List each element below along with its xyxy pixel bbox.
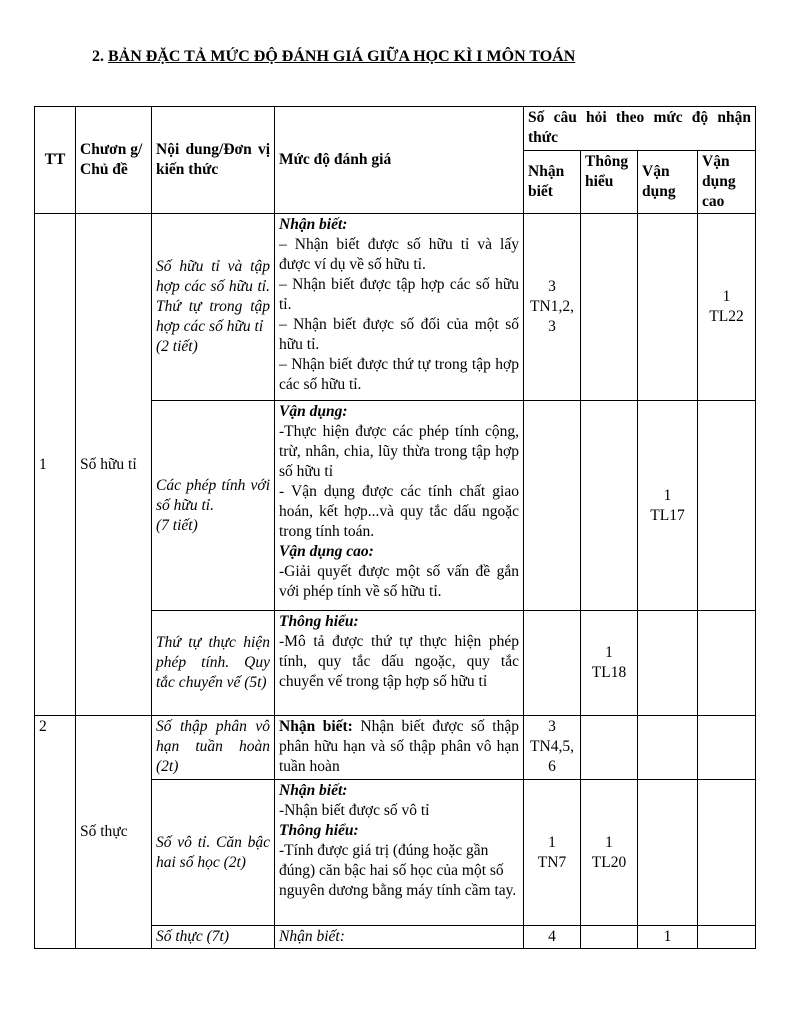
header-count-group: Số câu hỏi theo mức độ nhận thức (524, 107, 756, 151)
row-tt: 2 (35, 716, 76, 949)
page-title (92, 48, 575, 66)
title-number: 2. (92, 48, 104, 65)
cell-recognize (524, 401, 581, 611)
cell-understand: 1 TL20 (581, 780, 638, 926)
spec-table (34, 106, 756, 949)
cell-recognize: 3 TN4,5,6 (524, 716, 581, 780)
row-content: Các phép tính với số hữu tỉ. (7 tiết) (152, 401, 275, 611)
cell-recognize: 3 TN1,2,3 (524, 214, 581, 401)
row-content: Số vô tỉ. Căn bậc hai số học (2t) (152, 780, 275, 926)
header-recognize: Nhận biết (524, 151, 581, 214)
cell-apply (638, 780, 698, 926)
cell-apply: 1 TL17 (638, 401, 698, 611)
cell-recognize: 1 TN7 (524, 780, 581, 926)
cell-apply-high (698, 780, 756, 926)
cell-understand (581, 926, 638, 949)
row-description: Nhận biết: -Nhận biết được số vô tỉ Thông hiểu: -Tính được giá trị (đúng hoặc gần đúng) căn bậc hai số học của một số nguyên dương bằng máy tính cầm tay. (275, 780, 524, 926)
header-level: Mức độ đánh giá (275, 107, 524, 214)
header-chapter: Chươn g/ Chủ đề (76, 107, 152, 214)
cell-understand (581, 214, 638, 401)
cell-understand: 1 TL18 (581, 611, 638, 716)
header-understand: Thông hiểu (581, 151, 638, 214)
row-content: Thứ tự thực hiện phép tính. Quy tắc chuyển vế (5t) (152, 611, 275, 716)
row-description: Vận dụng: -Thực hiện được các phép tính cộng, trừ, nhân, chia, lũy thừa trong tập hợp số hữu tỉ - Vận dụng được các tính chất giao hoán, kết hợp...và quy tắc dấu ngoặc trong tính toán. Vận dụng cao: -Giải quyết được một số vấn đề gắn với phép tính về số hữu tỉ. (275, 401, 524, 611)
row-content: Số thực (7t) (152, 926, 275, 949)
row-tt: 1 (35, 214, 76, 716)
title-text: BẢN ĐẶC TẢ MỨC ĐỘ ĐÁNH GIÁ GIỮA HỌC KÌ I MÔN TOÁN (108, 48, 576, 65)
row-description: Nhận biết: Nhận biết được số thập phân hữu hạn và số thập phân vô hạn tuần hoàn (275, 716, 524, 780)
cell-apply (638, 716, 698, 780)
cell-understand (581, 401, 638, 611)
row-description: Thông hiểu: -Mô tả được thứ tự thực hiện phép tính, quy tắc dấu ngoặc, quy tắc chuyển vế trong tập hợp số hữu tỉ (275, 611, 524, 716)
row-content: Số hữu tỉ và tập hợp các số hữu tỉ. Thứ tự trong tập hợp các số hữu tỉ (2 tiết) (152, 214, 275, 401)
header-tt: TT (35, 107, 76, 214)
cell-understand (581, 716, 638, 780)
header-row-1 (35, 107, 756, 151)
row-description: Nhận biết: (275, 926, 524, 949)
cell-apply (638, 611, 698, 716)
cell-recognize (524, 611, 581, 716)
table-row (35, 716, 756, 780)
cell-apply-high (698, 716, 756, 780)
cell-apply (638, 214, 698, 401)
header-content: Nội dung/Đơn vị kiến thức (152, 107, 275, 214)
cell-apply-high (698, 401, 756, 611)
row-chapter: Số hữu tỉ (76, 214, 152, 716)
header-apply-high: Vận dụng cao (698, 151, 756, 214)
row-description: Nhận biết: – Nhận biết được số hữu tỉ và lấy được ví dụ về số hữu tỉ. – Nhận biết được tập hợp các số hữu tỉ. – Nhận biết được số đối của một số hữu tỉ. – Nhận biết được thứ tự trong tập hợp các số hữu tỉ. (275, 214, 524, 401)
row-chapter: Số thực (76, 716, 152, 949)
row-content: Số thập phân vô hạn tuần hoàn (2t) (152, 716, 275, 780)
cell-apply-high (698, 926, 756, 949)
cell-apply-high (698, 611, 756, 716)
cell-apply: 1 (638, 926, 698, 949)
cell-recognize: 4 (524, 926, 581, 949)
table-row (35, 214, 756, 401)
header-apply: Vận dụng (638, 151, 698, 214)
cell-apply-high: 1 TL22 (698, 214, 756, 401)
